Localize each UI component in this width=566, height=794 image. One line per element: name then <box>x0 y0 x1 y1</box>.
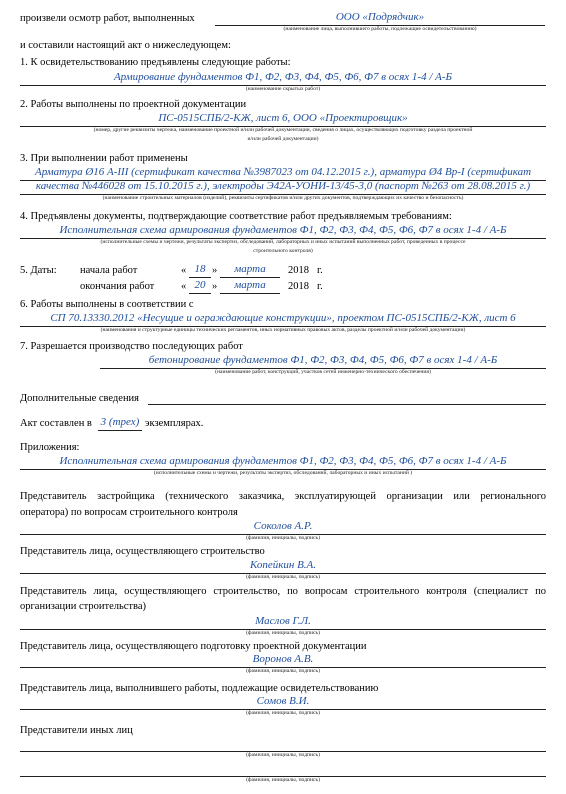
s7-value: бетонирование фундаментов Ф1, Ф2, Ф3, Ф4, Ф5, Ф6, Ф7 в осях 1-4 / А-Б <box>148 354 498 366</box>
end-quote-open: « <box>181 281 187 292</box>
rep1-name: Соколов А.Р. <box>253 520 313 532</box>
s1-label: 1. К освидетельствованию предъявлены следующие работы: <box>20 57 291 68</box>
s7-note: (наименование работ, конструкций, участков сетей инженерно-технического обеспечения) <box>215 369 431 375</box>
end-label: окончания работ <box>80 281 155 292</box>
copies-label-after: экземплярах. <box>145 418 204 429</box>
attachments-note: (исполнительные схемы и чертежи, результаты экспертиз, обследований, лабораторных и иных испытаний ) <box>153 470 413 476</box>
s3-value-1: Арматура Ø16 А-III (сертификат качества №3987023 от 04.12.2015 г.), арматура Ø4 Вр-I (сертификат <box>34 166 532 178</box>
copies-line <box>98 430 142 431</box>
start-day-line <box>189 277 211 278</box>
s3-note: (наименование строительных материалов (изделий), реквизиты сертификатов и/или других документов, подтверждающих их качество и безопасность) <box>102 195 464 201</box>
rep5-note: (фамилия, инициалы, подпись) <box>246 710 320 716</box>
rep5-name: Сомов В.И. <box>256 695 310 707</box>
copies-label-before: Акт составлен в <box>20 418 92 429</box>
start-year: 2018 <box>288 265 309 276</box>
s1-value: Армирование фундаментов Ф1, Ф2, Ф3, Ф4, Ф5, Ф6, Ф7 в осях 1-4 / А-Б <box>113 71 453 83</box>
rep4-name: Воронов А.В. <box>252 653 314 665</box>
s4-note-1: (исполнительные схемы и чертежи, результаты экспертиз, обследований, лабораторных и иных испытаний выполненных работ, проведенных в процессе <box>100 239 466 245</box>
s2-note-1: (номер, другие реквизиты чертежа, наименование проектной и/или рабочей документации, сведения о лицах, осуществляющих подготовку раздела проектной <box>93 127 473 133</box>
s4-label: 4. Предъявлены документы, подтверждающие соответствие работ предъявляемым требованиям: <box>20 211 452 222</box>
start-quote-open: « <box>181 265 187 276</box>
contractor-name: ООО «Подрядчик» <box>335 11 425 23</box>
copies-value: 3 (трех) <box>100 416 140 428</box>
s2-label: 2. Работы выполнены по проектной документации <box>20 99 247 110</box>
rep2-name: Копейкин В.А. <box>249 559 317 571</box>
end-month-line <box>220 293 280 294</box>
end-quote-close: » <box>212 281 218 292</box>
rep6-label: Представители иных лиц <box>20 725 133 736</box>
intro-text: произвели осмотр работ, выполненных <box>20 13 195 24</box>
s6-label: 6. Работы выполнены в соответствии с <box>20 299 194 310</box>
rep1-note: (фамилия, инициалы, подпись) <box>246 535 320 541</box>
s3-value-2: качества №446028 от 15.10.2015 г.), электроды Э42А-УОНИ-13/45-3,0 (паспорт №263 от 28.08.2015 г.) <box>35 180 531 192</box>
s1-note: (наименование скрытых работ) <box>245 86 321 92</box>
rep2-note: (фамилия, инициалы, подпись) <box>246 574 320 580</box>
s4-note-2: строительного контроля) <box>253 248 313 254</box>
extra-line <box>148 404 546 405</box>
start-year-suffix: г. <box>317 265 323 276</box>
rep3-label-2: организации строительства) <box>20 601 146 612</box>
rep3-label-1: Представитель лица, осуществляющего строительство, по вопросам строительного контроля (специалист по <box>20 586 546 597</box>
rep5-label: Представитель лица, выполнившего работы, подлежащие освидетельствованию <box>20 683 379 694</box>
attachments-value: Исполнительная схема армирования фундаментов Ф1, Ф2, Ф3, Ф4, Ф5, Ф6, Ф7 в осях 1-4 / А-Б <box>59 455 507 467</box>
s6-note: (наименования и структурные единицы технических регламентов, иных нормативных правовых актов, разделы проектной и/или рабочей документации) <box>100 327 466 333</box>
rep4-note: (фамилия, инициалы, подпись) <box>246 668 320 674</box>
s5-label: 5. Даты: <box>20 265 57 276</box>
start-quote-close: » <box>212 265 218 276</box>
rep3-name: Маслов Г.Л. <box>255 615 311 627</box>
s4-value: Исполнительная схема армирования фундаментов Ф1, Ф2, Ф3, Ф4, Ф5, Ф6, Ф7 в осях 1-4 / А-Б <box>59 224 507 236</box>
rep4-label: Представитель лица, осуществляющего подготовку проектной документации <box>20 641 367 652</box>
contractor-note: (наименование лица, выполнившего работы, подлежащие освидетельствованию) <box>283 26 477 32</box>
rep1-label-2: оператора) по вопросам строительного контроля <box>20 507 238 518</box>
end-day: 20 <box>194 279 206 291</box>
s6-value: СП 70.13330.2012 «Несущие и ограждающие конструкции», проектом ПС-0515СПБ/2-КЖ, лист 6 <box>50 312 516 324</box>
start-month: марта <box>234 263 266 275</box>
start-day: 18 <box>194 263 206 275</box>
end-day-line <box>189 293 211 294</box>
rep6-note-1: (фамилия, инициалы, подпись) <box>246 752 320 758</box>
end-year: 2018 <box>288 281 309 292</box>
start-label: начала работ <box>80 265 138 276</box>
s2-note-2: и/или рабочей документации) <box>247 136 319 142</box>
s2-value: ПС-0515СПБ/2-КЖ, лист 6, ООО «Проектировщик» <box>158 112 408 124</box>
rep2-label: Представитель лица, осуществляющего строительство <box>20 546 265 557</box>
act-intro: и составили настоящий акт о нижеследующем: <box>20 40 231 51</box>
start-month-line <box>220 277 280 278</box>
extra-label: Дополнительные сведения <box>20 393 140 404</box>
end-year-suffix: г. <box>317 281 323 292</box>
rep6-note-2: (фамилия, инициалы, подпись) <box>246 777 320 783</box>
s3-label: 3. При выполнении работ применены <box>20 153 188 164</box>
s7-label: 7. Разрешается производство последующих работ <box>20 341 243 352</box>
rep1-label-1: Представитель застройщика (технического заказчика, эксплуатирующей организации или регионального <box>20 491 546 502</box>
attachments-label: Приложения: <box>20 442 80 453</box>
end-month: марта <box>234 279 266 291</box>
rep3-note: (фамилия, инициалы, подпись) <box>246 630 320 636</box>
